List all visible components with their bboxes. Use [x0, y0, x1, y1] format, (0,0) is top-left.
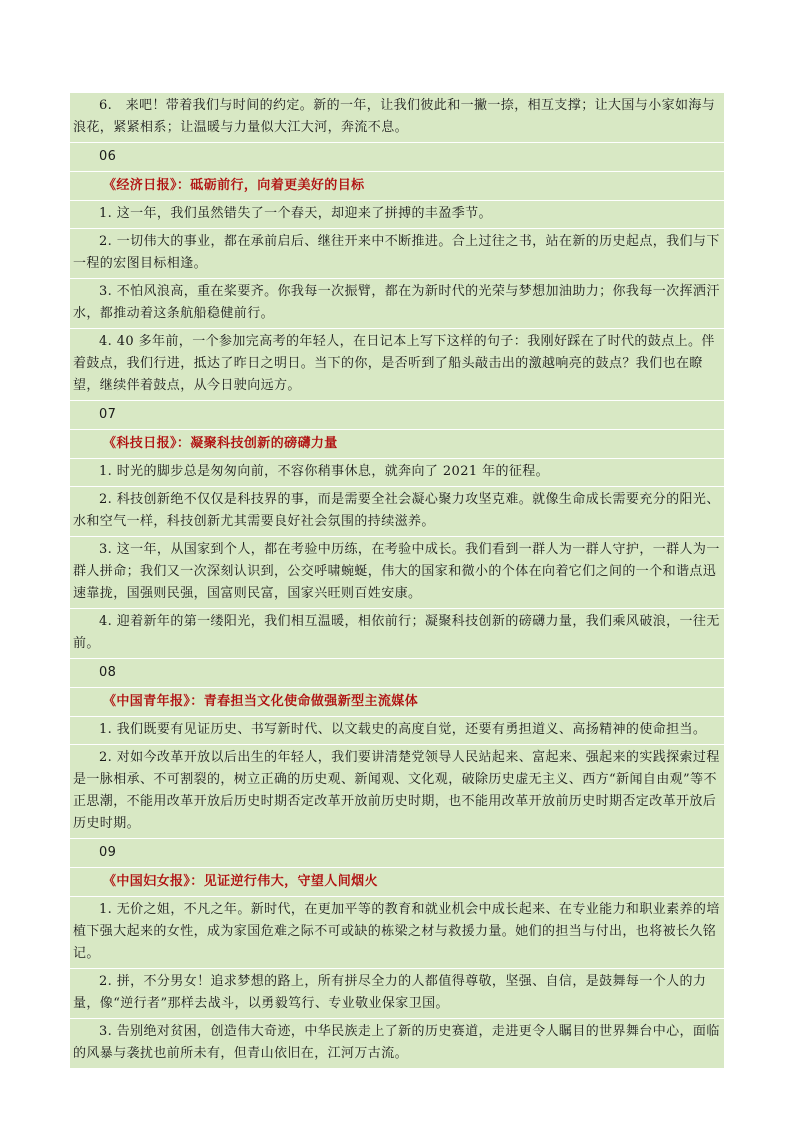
document-body	[70, 93, 724, 1069]
section-number: 06	[70, 143, 724, 172]
section-number: 08	[70, 659, 724, 688]
paragraph: 2. 拼，不分男女！追求梦想的路上，所有拼尽全力的人都值得尊敬，坚强、自信，是鼓舞每一个人的力量，像“逆行者”那样去战斗，以勇毅笃行、专业敬业保家卫国。	[70, 969, 724, 1019]
paragraph: 6. 来吧！带着我们与时间的约定。新的一年，让我们彼此和一撇一捺，相互支撑；让大国与小家如海与浪花，紧紧相系；让温暖与力量似大江大河，奔流不息。	[70, 93, 724, 143]
paragraph: 2. 科技创新绝不仅仅是科技界的事，而是需要全社会凝心聚力攻坚克难。就像生命成长需要充分的阳光、水和空气一样，科技创新尤其需要良好社会氛围的持续滋养。	[70, 487, 724, 537]
section-number: 09	[70, 839, 724, 868]
paragraph: 3. 这一年，从国家到个人，都在考验中历练，在考验中成长。我们看到一群人为一群人守护，一群人为一群人拼命；我们又一次深刻认识到，公交呼啸蜿蜒，伟大的国家和微小的个体在向着它们之间的一个和谐点迅速靠拢，国强则民强，国富则民富，国家兴旺则百姓安康。	[70, 537, 724, 609]
section-heading: 《中国青年报》：青春担当文化使命做强新型主流媒体	[70, 688, 724, 717]
paragraph: 3. 不怕风浪高，重在桨要齐。你我每一次振臂，都在为新时代的光荣与梦想加油助力；你我每一次挥洒汗水，都推动着这条航船稳健前行。	[70, 279, 724, 329]
section-heading: 《科技日报》：凝聚科技创新的磅礴力量	[70, 430, 724, 459]
paragraph: 1. 我们既要有见证历史、书写新时代、以文载史的高度自觉，还要有勇担道义、高扬精神的使命担当。	[70, 717, 724, 745]
paragraph: 4. 迎着新年的第一缕阳光，我们相互温暖，相依前行；凝聚科技创新的磅礴力量，我们乘风破浪，一往无前。	[70, 609, 724, 659]
paragraph: 2. 一切伟大的事业，都在承前启后、继往开来中不断推进。合上过往之书，站在新的历史起点，我们与下一程的宏图目标相逢。	[70, 229, 724, 279]
paragraph: 3. 告别绝对贫困，创造伟大奇迹，中华民族走上了新的历史赛道，走进更令人瞩目的世界舞台中心，面临的风暴与袭扰也前所未有，但青山依旧在，江河万古流。	[70, 1019, 724, 1069]
paragraph: 1. 时光的脚步总是匆匆向前，不容你稍事休息，就奔向了 2021 年的征程。	[70, 459, 724, 487]
paragraph: 4. 40 多年前，一个参加完高考的年轻人，在日记本上写下这样的句子：我刚好踩在了时代的鼓点上。伴着鼓点，我们行进，抵达了昨日之明日。当下的你，是否听到了船头敲击出的激越响亮的鼓点？我们也在瞭望，继续伴着鼓点，从今日驶向远方。	[70, 329, 724, 401]
paragraph: 1. 这一年，我们虽然错失了一个春天，却迎来了拼搏的丰盈季节。	[70, 201, 724, 229]
section-heading: 《中国妇女报》：见证逆行伟大，守望人间烟火	[70, 868, 724, 897]
section-heading: 《经济日报》：砥砺前行，向着更美好的目标	[70, 172, 724, 201]
paragraph: 2. 对如今改革开放以后出生的年轻人，我们要讲清楚党领导人民站起来、富起来、强起来的实践探索过程是一脉相承、不可割裂的，树立正确的历史观、新闻观、文化观，破除历史虚无主义、西方“新闻自由观”等不正思潮，不能用改革开放后历史时期否定改革开放前历史时期，也不能用改革开放前历史时期否定改革开放后历史时期。	[70, 745, 724, 839]
section-number: 07	[70, 401, 724, 430]
paragraph: 1. 无价之姐，不凡之年。新时代，在更加平等的教育和就业机会中成长起来、在专业能力和职业素养的培植下强大起来的女性，成为家国危难之际不可或缺的栋梁之材与救援力量。她们的担当与付出，也将被长久铭记。	[70, 897, 724, 969]
